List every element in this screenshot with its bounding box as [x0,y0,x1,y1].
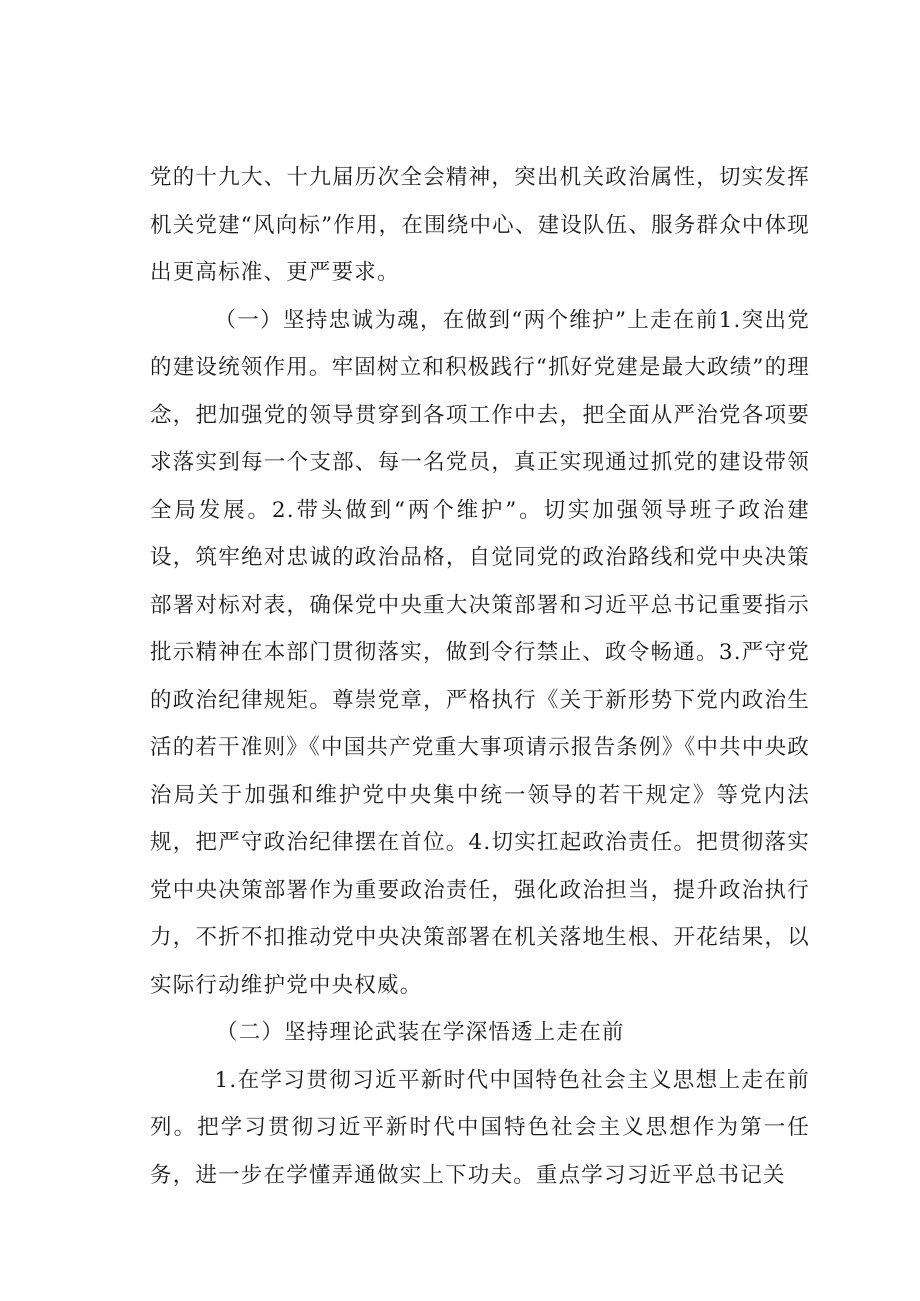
section-2-heading: （二）坚持理论武装在学深悟透上走在前 [216,1020,625,1045]
paragraph-section-1: （一）坚持忠诚为魂，在做到“两个维护”上走在前1.突出党的建设统领作用。牢固树立和积极践行“抓好党建是最大政绩”的理念，把加强党的领导贯穿到各项工作中去，把全面从严治党各项要求落实到每一个支部、每一名党员，真正实现通过抓党的建设带领全局发展。2.带头做到“两个维护”。切实加强领导班子政治建设，筑牢绝对忠诚的政治品格，自觉同党的政治路线和党中央决策部署对标对表，确保党中央重大决策部署和习近平总书记重要指示批示精神在本部门贯彻落实，做到令行禁止、政令畅通。3.严守党的政治纪律规矩。尊崇党章，严格执行《关于新形势下党内政治生活的若干准则》《中国共产党重大事项请示报告条例》《中共中央政治局关于加强和维护党中央集中统一领导的若干规定》等党内法规，把严守政治纪律摆在首位。4.切实扛起政治责任。把贯彻落实党中央决策部署作为重要政治责任，强化政治担当，提升政治执行力，不折不扣推动党中央决策部署在机关落地生根、开花结果，以实际行动维护党中央权威。 [150,307,810,998]
document-body [150,154,810,1199]
paragraph-section-2-item-1: 1.在学习贯彻习近平新时代中国特色社会主义思想上走在前列。把学习贯彻习近平新时代中国特色社会主义思想作为第一任务，进一步在学懂弄通做实上下功夫。重点学习习近平总书记关 [150,1067,810,1188]
paragraph-intro: 党的十九大、十九届历次全会精神，突出机关政治属性，切实发挥机关党建“风向标”作用，在围绕中心、建设队伍、服务群众中体现出更高标准、更严要求。 [150,165,810,285]
